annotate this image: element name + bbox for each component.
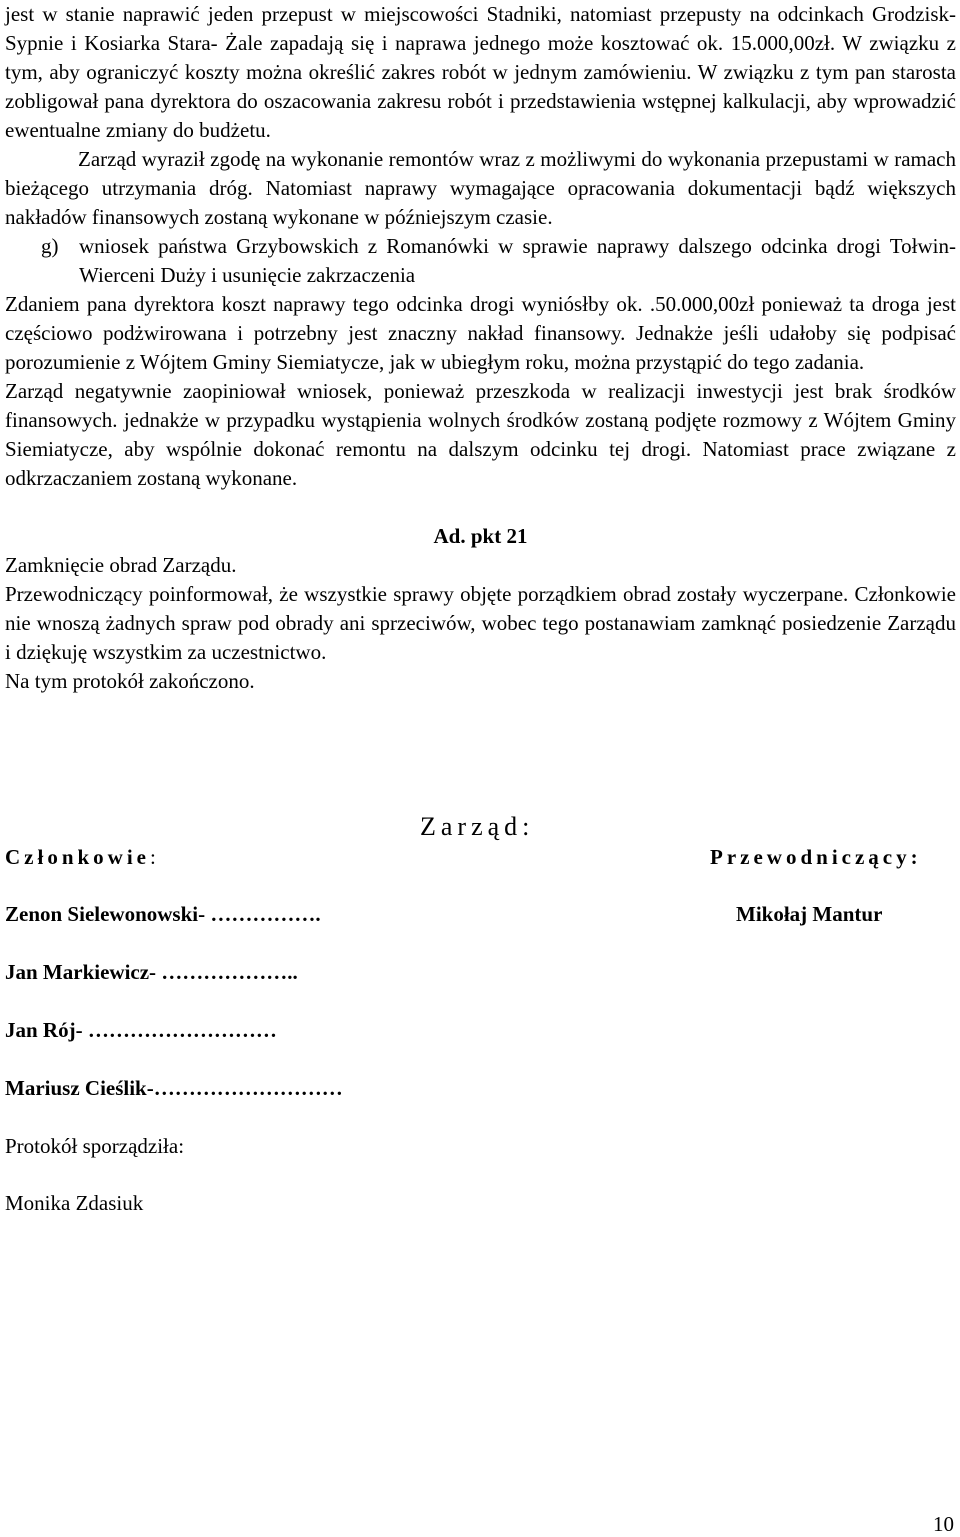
agenda-item-g xyxy=(5,232,956,290)
paragraph-closing: Przewodniczący poinformował, że wszystkie sprawy objęte porządkiem obrad zostały wyczerpane. Członkowie nie wnoszą żadnych spraw pod obrady ani sprzeciwów, wobec tego postanawiam zamknąć posiedzenie Zarządu i dziękuję wszystkim za uczestnictwo. xyxy=(5,582,956,664)
paragraph-closing-title: Zamknięcie obrad Zarządu. xyxy=(5,553,237,577)
list-marker: g) xyxy=(41,234,59,258)
chair-label: Przewodniczący: xyxy=(710,845,922,869)
board-title: Zarząd: xyxy=(420,812,535,841)
paragraph-director-opinion: Zdaniem pana dyrektora koszt naprawy tego odcinka drogi wyniósłby ok. .50.000,00zł ponieważ ta droga jest częściowo podżwirowana i potrzebny jest znaczny nakład finansowy. Jednakże jeśli udałoby się podpisać porozumienie z Wójtem Gminy Siemiatycze, jak w ubiegłym roku, można przystąpić do tego zadania. xyxy=(5,292,956,374)
prepared-by-name: Monika Zdasiuk xyxy=(5,1191,144,1215)
paragraph-end: Na tym protokół zakończono. xyxy=(5,669,255,693)
prepared-by-label: Protokół sporządziła: xyxy=(5,1134,185,1158)
agenda-item-text: wniosek państwa Grzybowskich z Romanówki w sprawie naprawy dalszego odcinka drogi Tołwin- Wierceni Duży i usunięcie zakrzaczenia xyxy=(79,234,956,287)
paragraph-board-decision: Zarząd negatywnie zaopiniował wniosek, ponieważ przeszkoda w realizacji inwestycji jest brak środków finansowych. jednakże w przypadku wystąpienia wolnych środków zostaną podjęte rozmowy z Wójtem Gminy Siemiatycze, aby wspólnie dokonać remontu na dalszym odcinku tej drogi. Natomiast prace związane z odkrzaczaniem zostaną wykonane. xyxy=(5,379,956,490)
paragraph-culverts: jest w stanie naprawić jeden przepust w miejscowości Stadniki, natomiast przepusty na odcinkach Grodzisk- Sypnie i Kosiarka Stara- Żale zapadają się i naprawa jednego może kosztować ok. 15.000,00zł. W związku z tym, aby ograniczyć koszty można określić zakres robót w jednym zamówieniu. W związku z tym pan starosta zobligował pana dyrektora do oszacowania zakresu robót i przedstawienia wstępnej kalkulacji, aby wprowadzić ewentualne zmiany do budżetu. xyxy=(5,2,956,142)
members-label-colon: : xyxy=(150,845,156,869)
member-signature-line: Jan Markiewicz- ……………….. xyxy=(5,960,298,984)
page-number: 10 xyxy=(933,1512,954,1536)
chair-name: Mikołaj Mantur xyxy=(736,902,883,926)
paragraph-board-consent: Zarząd wyraził zgodę na wykonanie remontów wraz z możliwymi do wykonania przepustami w ramach bieżącego utrzymania dróg. Natomiast naprawy wymagające opracowania dokumentacji bądź większych nakładów finansowych zostaną wykonane w późniejszym czasie. xyxy=(5,147,956,229)
members-label-text: Członkowie xyxy=(5,845,150,869)
member-signature-line: Zenon Sielewonowski- ……………. xyxy=(5,902,321,926)
section-heading: Ad. pkt 21 xyxy=(433,524,528,548)
member-signature-line: Mariusz Cieślik-……………………… xyxy=(5,1076,343,1100)
member-signature-line: Jan Rój- ……………………… xyxy=(5,1018,277,1042)
document-page xyxy=(5,0,956,696)
members-label xyxy=(5,845,156,870)
